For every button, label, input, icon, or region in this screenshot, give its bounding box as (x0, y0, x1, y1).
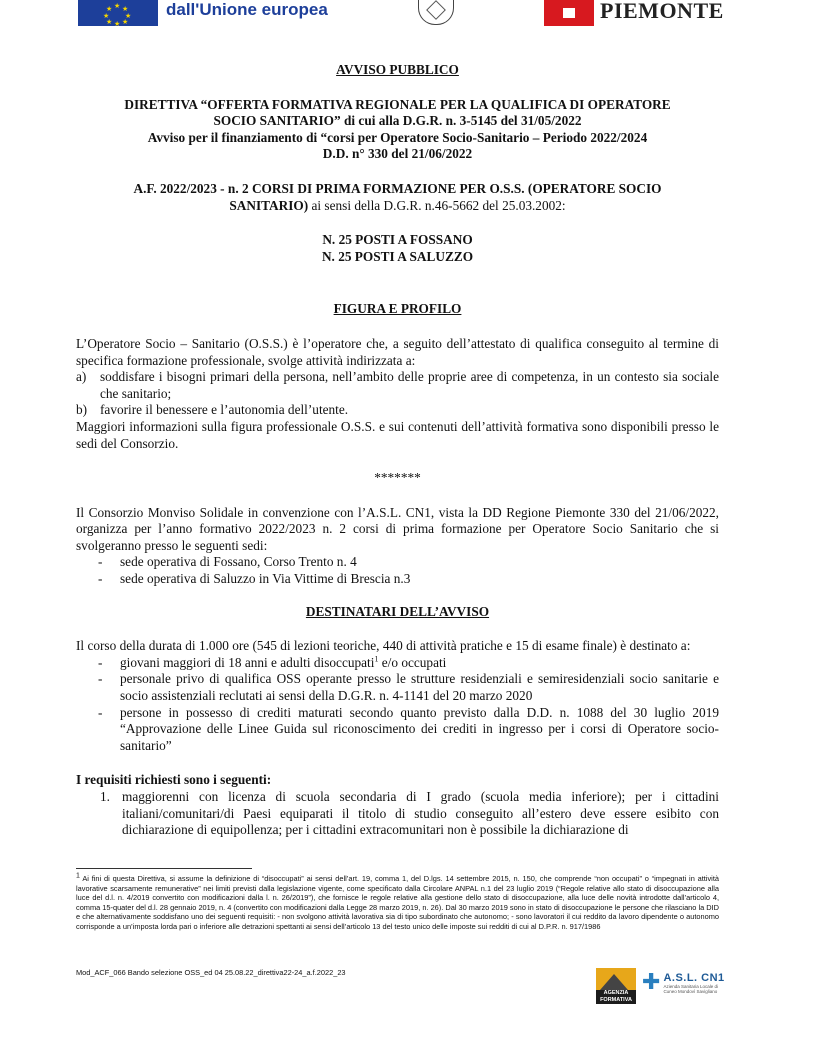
list-text: maggiorenni con licenza di scuola secondaria di I grado (scuola media inferiore); per i cittadini italiani/comunitari/di Paesi equiparati il titolo di studio conseguito all’estero deve essere esibito con dichiarazione di equipollenza; per i cittadini extracomunitari non è possibile la dichiarazione di (122, 789, 719, 838)
requisiti-list (76, 789, 719, 839)
destinatari-list (76, 655, 719, 755)
list-marker: - (98, 704, 103, 720)
list-text: personale privo di qualifica OSS operante presso le strutture residenziali e semiresidenziali socio sanitarie e socio assistenziali reclutati ai sensi della D.G.R. n. 4-1141 del 20 marzo 2020 (120, 671, 719, 704)
list-item (76, 402, 719, 419)
italian-republic-emblem-icon (418, 0, 454, 25)
corso-paragraph: Il corso della durata di 1.000 ore (545 di lezioni teoriche, 440 di attività pratiche e 15 di esame finale) è destinato a: (76, 638, 691, 654)
footnote-divider (76, 868, 252, 869)
list-marker: - (98, 654, 103, 670)
list-marker: - (98, 671, 103, 687)
list-text: soddisfare i bisogni primari della persona, nell’ambito delle proprie aree di competenza, in un contesto sia sociale che sanitario; (100, 369, 719, 401)
list-item (76, 554, 719, 571)
footnote-text: Ai fini di questa Direttiva, si assume la definizione di “disoccupati” ai sensi dell’art. 19, comma 1, del D.lgs. 14 settembre 2015, n. 150, che comprende “non occupati” o “impegnati in attività lavorative scarsamente remunerative” nei limiti previsti dalla legislazione vigente, come specificato dalla Circolare ANPAL n.1 del 23 luglio 2019 (“Regole relative allo stato di disoccupazione alla luce del d.l. n. 4/2019 convertito con modificazioni dalla l. n. 26/2019”), che fornisce le regole relative alla gestione dello stato di disoccupazione, alla luce delle novità introdotte dall’articolo 4, comma 15-quater del d.l. 28 gennaio 2019, n. 4 (convertito con modificazioni dalla Legge 28 marzo 2019, n. 26). Dal 30 marzo 2019 sono in stato di disoccupazione le persone che rilasciano la DID e che alternativamente soddisfano uno dei seguenti requisiti: - non svolgono attività lavorativa sia di tipo subordinato che autonomo; - sono lavoratori il cui reddito da lavoro dipendente o autonomo corrisponde a un’imposta lorda pari o inferiore alle detrazioni spettanti ai sensi dell’articolo 13 del testo unico delle imposte sui redditi di cui al D.P.R. n. 917/1986 (76, 874, 719, 931)
sedi-list (76, 554, 719, 587)
avviso-title: AVVISO PUBBLICO (336, 62, 459, 77)
dest-1-text: giovani maggiori di 18 anni e adulti disoccupati (120, 654, 375, 670)
direttiva-line-1: DIRETTIVA “OFFERTA FORMATIVA REGIONALE PER LA QUALIFICA DI OPERATORE (124, 96, 671, 112)
direttiva-line-4: D.D. n° 330 del 21/06/2022 (322, 146, 473, 162)
af-line-2-rest: ai sensi della D.G.R. n.46-5662 del 25.03.2002: (308, 197, 566, 213)
list-marker: 1. (100, 789, 110, 804)
list-marker: b) (76, 402, 88, 418)
list-text: favorire il benessere e l’autonomia dell’utente. (100, 402, 349, 418)
dest-1-text-end: e/o occupati (378, 654, 447, 670)
piemonte-logo (544, 0, 724, 26)
list-item (76, 671, 719, 704)
asl-name: A.S.L. CN1 (663, 972, 725, 984)
footnote (76, 874, 719, 932)
list-item (76, 789, 719, 839)
footnote-marker: 1 (76, 872, 80, 880)
figura-title: FIGURA E PROFILO (333, 301, 462, 317)
list-marker: - (98, 571, 103, 587)
agenzia-formativa-logo (596, 968, 636, 1008)
eu-flag-icon: ★ ★ ★ ★ ★ ★ ★ ★ (78, 0, 158, 26)
eu-logo-text: dall'Unione europea (166, 0, 328, 19)
list-marker: a) (76, 369, 87, 385)
list-item (76, 655, 719, 672)
piemonte-logo-text: PIEMONTE (600, 0, 724, 23)
eu-logo (78, 0, 328, 26)
destinatari-title: DESTINATARI DELL’AVVISO (305, 603, 490, 619)
separator: ******* (374, 470, 421, 486)
requisiti-title: I requisiti richiesti sono i seguenti: (76, 772, 272, 788)
list-item (76, 369, 719, 402)
list-text: sede operativa di Saluzzo in Via Vittime di Brescia n.3 (120, 571, 411, 587)
asl-cross-icon: ✚ (642, 970, 661, 995)
list-text: sede operativa di Fossano, Corso Trento n. 4 (120, 554, 357, 570)
af-line-2 (76, 198, 719, 215)
piemonte-mark-icon (544, 0, 594, 26)
figura-list (76, 369, 719, 419)
asl-subtitle: Azienda Sanitaria Locale di Cuneo Mondovì Savigliano (663, 984, 718, 994)
list-text: persone in possesso di crediti maturati secondo quanto previsto dalla D.D. n. 1088 del 30 luglio 2019 “Approvazione delle Linee Guida sul riconoscimento dei crediti in ingresso per i corsi di Operatore socio-sanitario” (120, 704, 719, 753)
af-line-1: A.F. 2022/2023 - n. 2 CORSI DI PRIMA FORMAZIONE PER O.S.S. (OPERATORE SOCIO (133, 180, 662, 196)
footer-document-code: Mod_ACF_066 Bando selezione OSS_ed 04 25.08.22_direttiva22-24_a.f.2022_23 (76, 968, 346, 977)
list-item (76, 705, 719, 755)
asl-cn1-logo (642, 972, 725, 994)
footnote-ref[interactable]: 1 (374, 654, 379, 664)
posti-saluzzo: N. 25 POSTI A SALUZZO (321, 248, 474, 264)
posti-fossano: N. 25 POSTI A FOSSANO (322, 232, 473, 248)
document-body (76, 62, 719, 839)
agenzia-house-icon (596, 968, 636, 990)
figura-more: Maggiori informazioni sulla figura professionale O.S.S. e sui contenuti dell’attività formativa sono disponibili presso le sedi del Consorzio. (76, 418, 719, 451)
list-item (76, 571, 719, 588)
direttiva-line-3: Avviso per il finanziamento di “corsi per Operatore Socio-Sanitario – Periodo 2022/2024 (147, 129, 648, 145)
list-text (120, 655, 446, 672)
figura-intro: L’Operatore Socio – Sanitario (O.S.S.) è l’operatore che, a seguito dell’attestato di qualifica conseguito al termine di specifica formazione professionale, svolge attività indirizzata a: (76, 335, 719, 368)
agenzia-logo-text: AGENZIA FORMATIVA (596, 990, 636, 1004)
af-line-2-bold: SANITARIO) (229, 197, 309, 213)
list-marker: - (98, 554, 103, 570)
direttiva-line-2: SOCIO SANITARIO” di cui alla D.G.R. n. 3-5145 del 31/05/2022 (213, 113, 582, 129)
consorzio-paragraph: Il Consorzio Monviso Solidale in convenzione con l’A.S.L. CN1, vista la DD Regione Piemonte 330 del 21/06/2022, organizza per l’anno formativo 2022/2023 n. 2 corsi di prima formazione per Operatore Socio Sanitario che si svolgeranno presso le seguenti sedi: (76, 504, 719, 553)
